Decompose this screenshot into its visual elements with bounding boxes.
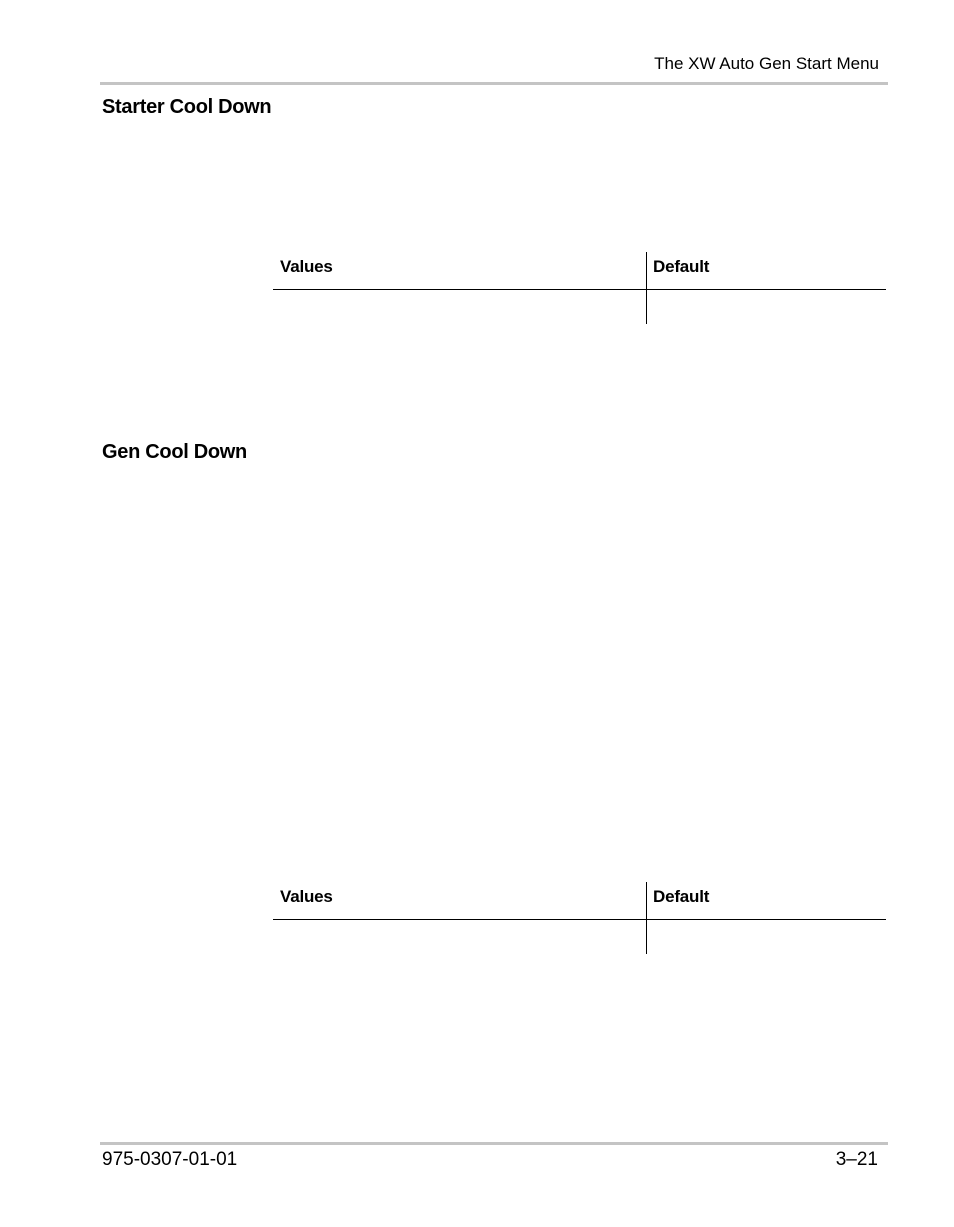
section-heading-gen-cool-down: Gen Cool Down — [102, 441, 247, 463]
table-header-values: Values — [280, 257, 333, 276]
footer-rule — [100, 1142, 888, 1145]
table-header-default: Default — [653, 257, 710, 276]
table-column-divider — [646, 252, 647, 324]
header-rule — [100, 82, 888, 85]
page-number: 3–21 — [835, 1149, 878, 1170]
table-header-rule — [273, 289, 886, 290]
starter-cool-down-table — [273, 252, 886, 324]
table-header-default: Default — [653, 887, 710, 906]
document-number: 975-0307-01-01 — [102, 1149, 238, 1170]
section-heading-starter-cool-down: Starter Cool Down — [102, 96, 272, 118]
table-header-rule — [273, 919, 886, 920]
gen-cool-down-table — [273, 882, 886, 954]
table-header-values: Values — [280, 887, 333, 906]
table-column-divider — [646, 882, 647, 954]
running-header: The XW Auto Gen Start Menu — [654, 54, 879, 73]
